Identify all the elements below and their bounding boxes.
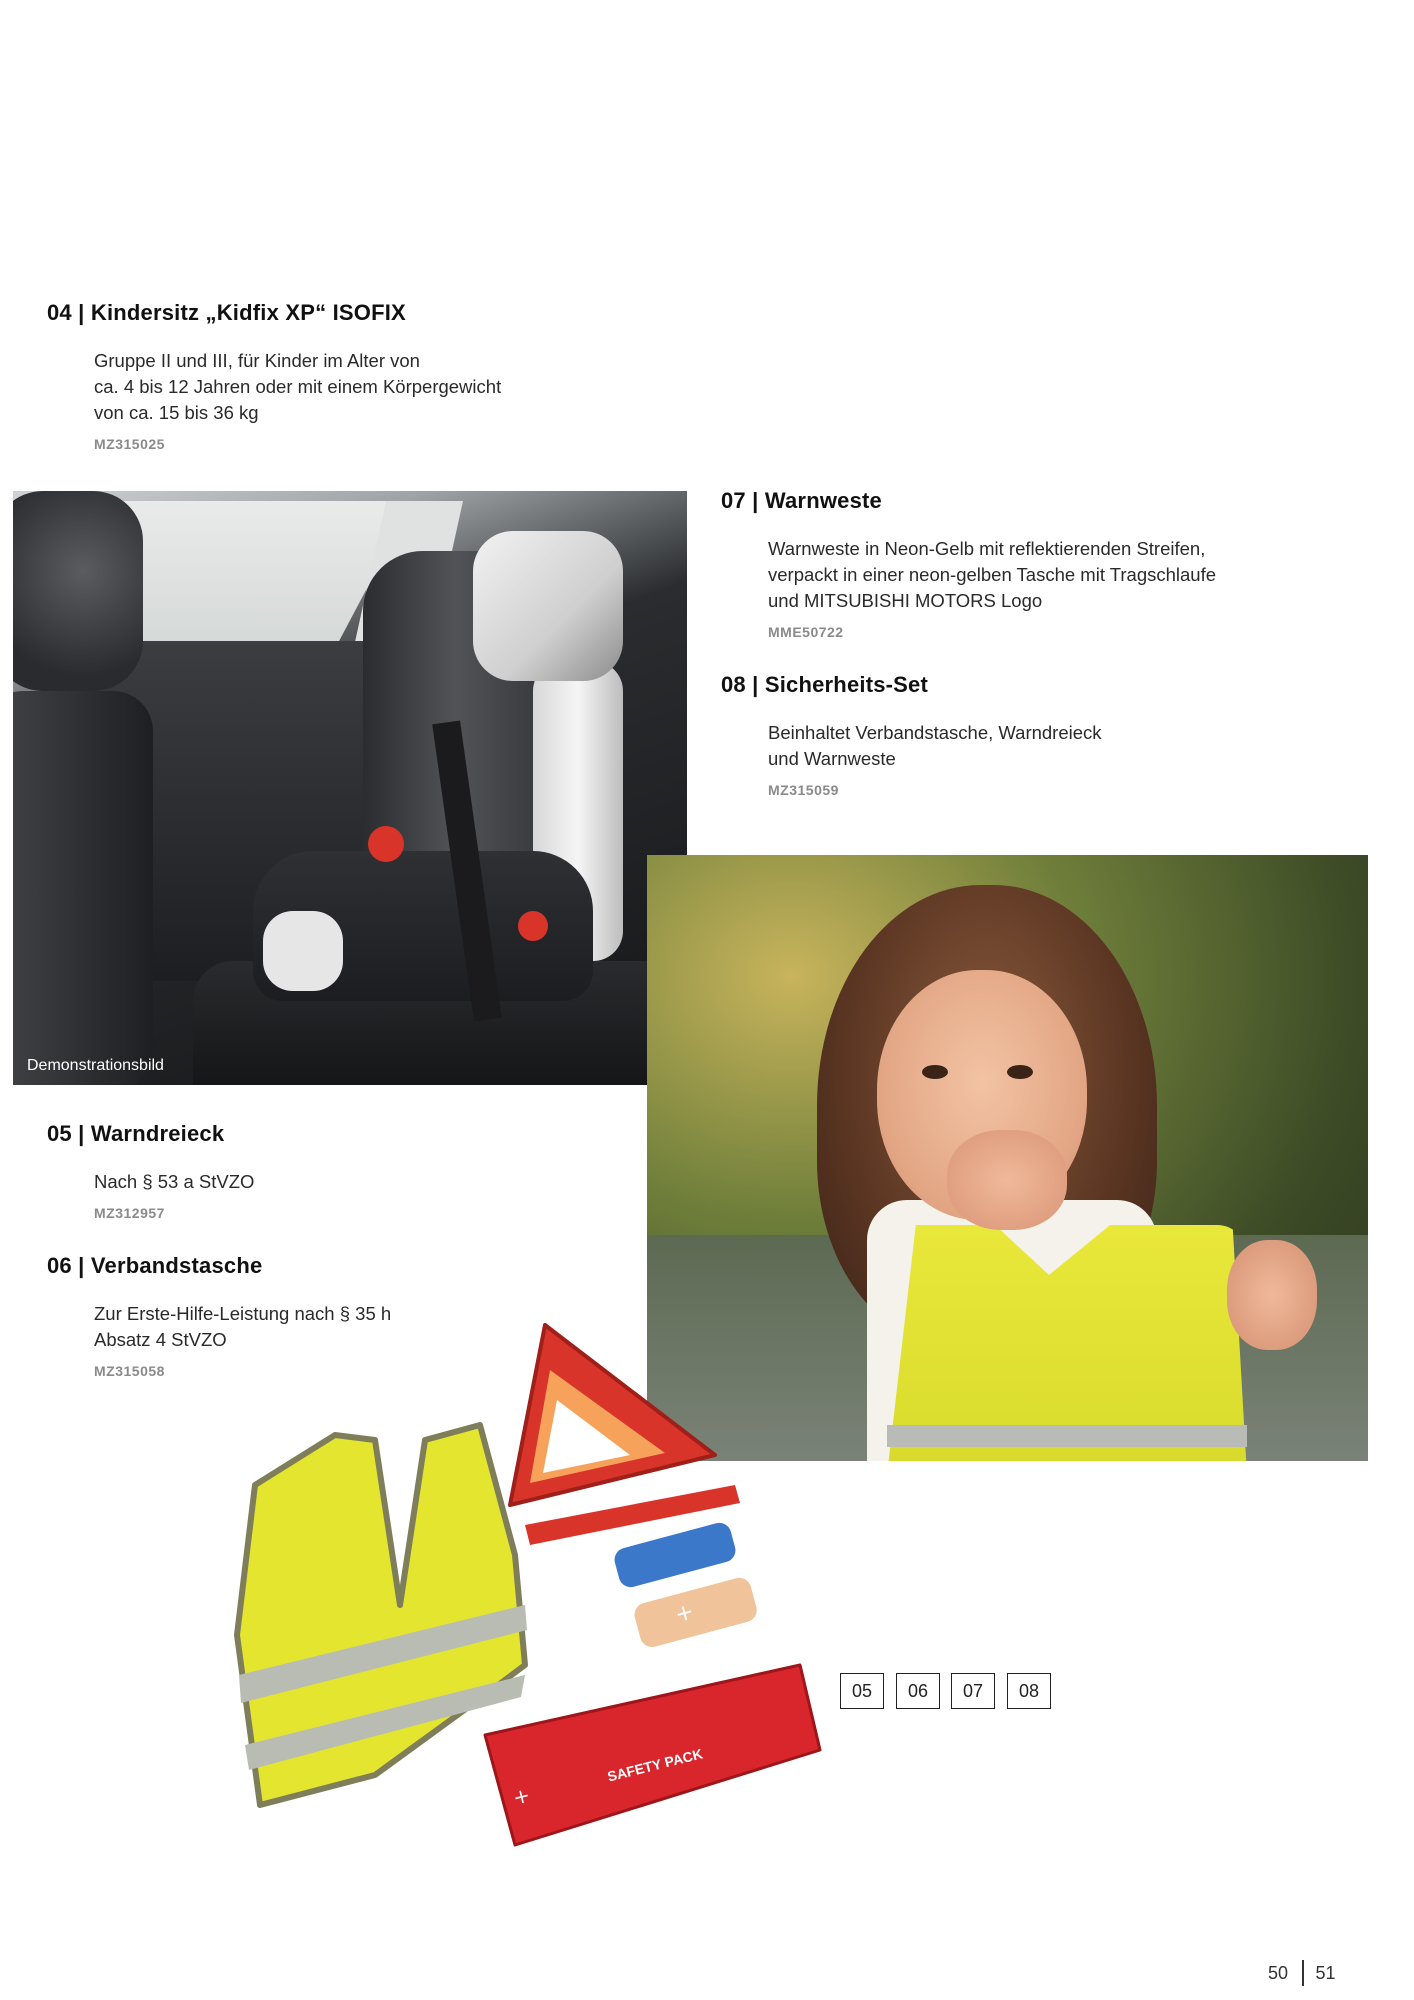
photo-tag-07: 07 — [951, 1673, 995, 1709]
girl-eye — [1007, 1065, 1033, 1079]
section-04-desc-line: von ca. 15 bis 36 kg — [94, 402, 259, 423]
safety-pack-bag-illustration — [485, 1665, 820, 1845]
section-04-desc-line: ca. 4 bis 12 Jahren oder mit einem Körpergewicht — [94, 376, 502, 397]
photo-tag-06: 06 — [896, 1673, 940, 1709]
svg-text:+: + — [510, 1782, 533, 1810]
girl-eye — [922, 1065, 948, 1079]
section-05 — [47, 1121, 254, 1221]
page-number-right: 51 — [1315, 1962, 1336, 1983]
child-seat-photo — [13, 491, 687, 1085]
section-07-code: MME50722 — [768, 624, 844, 640]
child-seat-red-guide — [518, 911, 548, 941]
section-05-title: 05 | Warndreieck — [47, 1121, 225, 1146]
section-08-title: 08 | Sicherheits-Set — [721, 672, 929, 697]
front-seat — [13, 691, 153, 1085]
reflective-stripe — [887, 1425, 1247, 1447]
section-08-code: MZ315059 — [768, 782, 839, 798]
section-08 — [721, 672, 1102, 798]
child-seat-headrest — [473, 531, 623, 681]
safety-pack-label: SAFETY PACK — [605, 1745, 705, 1785]
girl-hand — [1227, 1240, 1317, 1350]
yellow-vest-illustration — [237, 1425, 527, 1805]
photo-caption: Demonstrationsbild — [27, 1057, 164, 1074]
section-05-desc-line: Nach § 53 a StVZO — [94, 1171, 255, 1192]
photo-tag-08: 08 — [1007, 1673, 1051, 1709]
child-seat-red-guide — [368, 826, 404, 862]
section-07-title: 07 | Warnweste — [721, 488, 882, 513]
section-07 — [721, 488, 1216, 640]
front-seat-headrest — [13, 491, 143, 691]
warning-triangle-illustration — [510, 1325, 740, 1545]
girl-hand — [947, 1130, 1067, 1230]
section-08-desc-line: Beinhaltet Verbandstasche, Warndreieck — [768, 722, 1102, 743]
svg-text:+: + — [672, 1599, 697, 1629]
section-06-desc-line: Zur Erste-Hilfe-Leistung nach § 35 h — [94, 1303, 392, 1324]
section-07-desc-line: und MITSUBISHI MOTORS Logo — [768, 590, 1043, 611]
child-seat-armrest — [263, 911, 343, 991]
section-04 — [47, 300, 501, 452]
safety-kit-photo — [225, 1305, 825, 1875]
photo-tag-05: 05 — [840, 1673, 884, 1709]
section-08-description — [768, 720, 1102, 772]
section-04-description — [94, 348, 501, 426]
section-05-code: MZ312957 — [94, 1205, 165, 1221]
first-aid-items-illustration — [612, 1520, 760, 1650]
section-08-desc-line: und Warnweste — [768, 748, 896, 769]
section-06-desc-line: Absatz 4 StVZO — [94, 1329, 227, 1350]
section-04-title: 04 | Kindersitz „Kidfix XP“ ISOFIX — [47, 300, 406, 325]
section-04-code: MZ315025 — [94, 436, 165, 452]
section-06-title: 06 | Verbandstasche — [47, 1253, 263, 1278]
section-07-desc-line: verpackt in einer neon-gelben Tasche mit Tragschlaufe — [768, 564, 1217, 585]
section-04-desc-line: Gruppe II und III, für Kinder im Alter von — [94, 350, 420, 371]
section-06-code: MZ315058 — [94, 1363, 165, 1379]
section-07-desc-line: Warnweste in Neon-Gelb mit reflektierenden Streifen, — [768, 538, 1206, 559]
section-05-description — [94, 1169, 254, 1195]
page-numbers — [1268, 1960, 1336, 1986]
section-07-description — [768, 536, 1216, 614]
page-number-divider — [1302, 1960, 1304, 1986]
page-number-left: 50 — [1268, 1962, 1289, 1983]
